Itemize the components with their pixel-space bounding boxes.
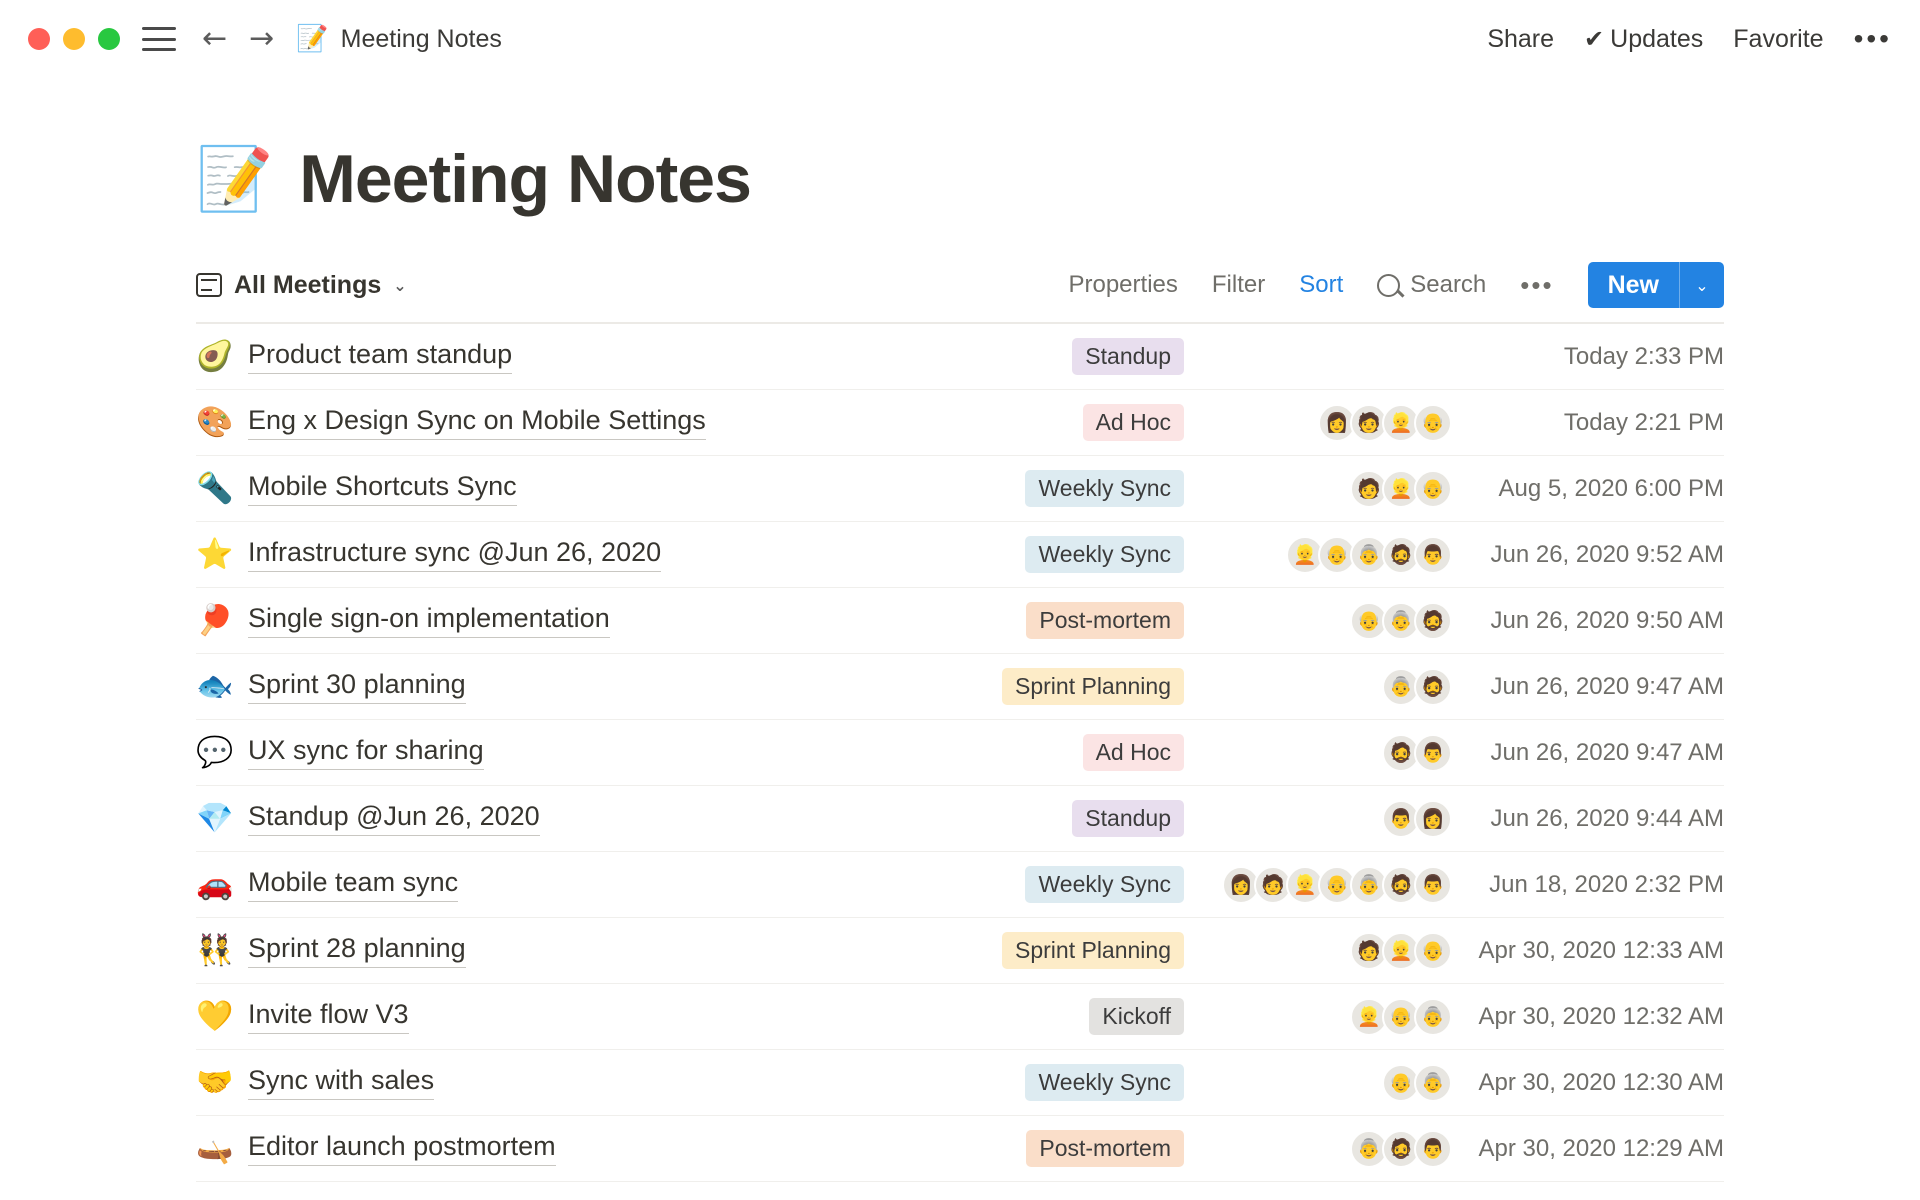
avatar: 🧔	[1382, 536, 1420, 574]
table-row[interactable]	[196, 588, 1724, 654]
row-meta	[1072, 338, 1724, 375]
table-row[interactable]	[196, 852, 1724, 918]
row-title-link[interactable]: Single sign-on implementation	[248, 603, 610, 638]
avatar: 👩	[1318, 404, 1356, 442]
row-avatars	[1202, 1064, 1452, 1102]
row-date: Aug 5, 2020 6:00 PM	[1498, 474, 1724, 502]
sidebar-toggle-icon[interactable]	[142, 27, 176, 51]
avatar: 👵	[1382, 602, 1420, 640]
check-icon: ✔	[1584, 24, 1605, 53]
row-tag[interactable]: Ad Hoc	[1083, 734, 1184, 771]
table-row[interactable]	[196, 1116, 1724, 1182]
back-arrow-icon[interactable]: ←	[202, 21, 228, 56]
row-date: Jun 26, 2020 9:47 AM	[1490, 738, 1724, 766]
new-button-dropdown-icon[interactable]: ⌄	[1679, 262, 1724, 308]
row-emoji-icon: 🏓	[196, 602, 234, 638]
avatar: 👵	[1414, 1064, 1452, 1102]
avatar: 🧑	[1254, 866, 1292, 904]
row-avatars	[1202, 536, 1452, 574]
row-title-link[interactable]: Editor launch postmortem	[248, 1131, 556, 1166]
window-titlebar	[0, 0, 1920, 78]
row-avatars	[1202, 800, 1452, 838]
row-emoji-icon: 💛	[196, 998, 234, 1034]
favorite-button[interactable]: Favorite	[1733, 24, 1824, 53]
avatar: 👴	[1318, 866, 1356, 904]
avatar: 👨	[1414, 866, 1452, 904]
row-emoji-icon: 🔦	[196, 470, 234, 506]
search-label: Search	[1410, 271, 1487, 298]
row-meta	[1026, 1130, 1724, 1168]
avatar: 🧑	[1350, 932, 1388, 970]
memo-icon: 📝	[296, 24, 329, 54]
row-meta	[1002, 932, 1724, 970]
avatar: 👴	[1414, 932, 1452, 970]
avatar: 👩	[1222, 866, 1260, 904]
row-meta	[1025, 1064, 1724, 1102]
avatar: 👩	[1414, 800, 1452, 838]
avatar: 🧔	[1414, 668, 1452, 706]
row-emoji-icon: 🛶	[196, 1130, 234, 1166]
avatar: 👨	[1414, 536, 1452, 574]
updates-label: Updates	[1610, 24, 1704, 53]
row-title-link[interactable]: Standup @Jun 26, 2020	[248, 801, 540, 836]
avatar: 🧔	[1414, 602, 1452, 640]
row-title-link[interactable]: Sprint 30 planning	[248, 669, 466, 704]
row-meta	[1083, 404, 1724, 442]
avatar: 👨	[1414, 734, 1452, 772]
table-row[interactable]	[196, 522, 1724, 588]
page-memo-icon[interactable]: 📝	[196, 142, 274, 215]
page-header	[0, 78, 1920, 218]
row-avatars	[1202, 998, 1452, 1036]
row-tag[interactable]: Post-mortem	[1026, 602, 1184, 639]
page-title[interactable]: Meeting Notes	[299, 141, 751, 217]
search-icon	[1377, 274, 1400, 297]
row-meta	[1002, 668, 1724, 706]
row-emoji-icon: 🚗	[196, 866, 234, 902]
table-row[interactable]	[196, 324, 1724, 390]
row-meta	[1025, 470, 1724, 508]
minimize-window-button[interactable]	[63, 28, 85, 50]
more-options-icon[interactable]: •••	[1853, 23, 1892, 54]
row-title-link[interactable]: UX sync for sharing	[248, 735, 484, 770]
avatar: 👨	[1382, 800, 1420, 838]
row-avatars	[1202, 866, 1452, 904]
row-date: Jun 26, 2020 9:52 AM	[1490, 540, 1724, 568]
avatar: 👱	[1286, 536, 1324, 574]
avatar: 👨	[1414, 1130, 1452, 1168]
new-button-label: New	[1607, 270, 1659, 299]
search-button[interactable]	[1377, 271, 1486, 299]
avatar: 👱	[1382, 932, 1420, 970]
avatar: 🧔	[1382, 1130, 1420, 1168]
toolbar-actions	[1068, 262, 1724, 308]
page-body	[0, 78, 1920, 1182]
row-tag[interactable]: Post-mortem	[1026, 1130, 1184, 1167]
share-button[interactable]: Share	[1487, 24, 1555, 53]
sort-button[interactable]: Sort	[1299, 271, 1344, 298]
row-title-link[interactable]: Mobile Shortcuts Sync	[248, 471, 517, 506]
row-tag[interactable]: Ad Hoc	[1083, 404, 1184, 441]
row-avatars	[1202, 668, 1452, 706]
breadcrumb[interactable]	[296, 24, 502, 54]
new-button[interactable]	[1588, 262, 1724, 308]
row-tag[interactable]: Standup	[1072, 800, 1184, 837]
row-avatars	[1202, 1130, 1452, 1168]
row-emoji-icon: 💬	[196, 734, 234, 770]
properties-button[interactable]: Properties	[1068, 271, 1178, 298]
avatar: 🧔	[1382, 866, 1420, 904]
table-row[interactable]	[196, 984, 1724, 1050]
chevron-down-icon: ⌄	[393, 275, 407, 295]
avatar: 👴	[1382, 1064, 1420, 1102]
row-emoji-icon: 🎨	[196, 404, 234, 440]
row-date: Apr 30, 2020 12:29 AM	[1478, 1134, 1724, 1162]
avatar: 👴	[1414, 404, 1452, 442]
row-title-link[interactable]: Mobile team sync	[248, 867, 458, 902]
close-window-button[interactable]	[28, 28, 50, 50]
avatar: 👴	[1318, 536, 1356, 574]
maximize-window-button[interactable]	[98, 28, 120, 50]
avatar: 👴	[1350, 602, 1388, 640]
row-title-link[interactable]: Sync with sales	[248, 1065, 434, 1100]
row-avatars	[1202, 470, 1452, 508]
row-avatars	[1202, 734, 1452, 772]
row-date: Today 2:21 PM	[1563, 408, 1724, 436]
table-row[interactable]	[196, 918, 1724, 984]
row-tag[interactable]: Weekly Sync	[1025, 1064, 1184, 1101]
table-row[interactable]	[196, 720, 1724, 786]
forward-arrow-icon[interactable]: →	[249, 21, 275, 56]
row-tag[interactable]: Sprint Planning	[1002, 932, 1184, 969]
row-date: Jun 18, 2020 2:32 PM	[1489, 870, 1724, 898]
view-tab-label: All Meetings	[234, 270, 382, 299]
row-date: Jun 26, 2020 9:50 AM	[1490, 606, 1724, 634]
row-avatars	[1202, 404, 1452, 442]
row-title-link[interactable]: Eng x Design Sync on Mobile Settings	[248, 405, 706, 440]
row-tag[interactable]: Weekly Sync	[1025, 536, 1184, 573]
row-title-link[interactable]: Sprint 28 planning	[248, 933, 466, 968]
meeting-list	[196, 324, 1724, 1182]
avatar: 👴	[1414, 470, 1452, 508]
list-view-icon	[196, 273, 222, 297]
row-meta	[1025, 536, 1724, 574]
row-emoji-icon: 🤝	[196, 1064, 234, 1100]
row-emoji-icon: 💎	[196, 800, 234, 836]
row-emoji-icon: ⭐	[196, 536, 234, 572]
database-toolbar	[196, 262, 1724, 324]
avatar: 👴	[1382, 998, 1420, 1036]
row-date: Jun 26, 2020 9:47 AM	[1490, 672, 1724, 700]
filter-button[interactable]: Filter	[1211, 271, 1266, 298]
table-row[interactable]	[196, 1050, 1724, 1116]
avatar: 👱	[1350, 998, 1388, 1036]
row-meta	[1089, 998, 1724, 1036]
avatar: 👵	[1350, 866, 1388, 904]
row-date: Apr 30, 2020 12:33 AM	[1478, 936, 1724, 964]
avatar: 👵	[1414, 998, 1452, 1036]
avatar: 👱	[1382, 470, 1420, 508]
table-row[interactable]	[196, 654, 1724, 720]
row-tag[interactable]: Standup	[1072, 338, 1184, 375]
row-emoji-icon: 🐟	[196, 668, 234, 704]
row-avatars	[1202, 602, 1452, 640]
row-meta	[1083, 734, 1724, 772]
row-title-link[interactable]: Invite flow V3	[248, 999, 409, 1034]
row-date: Today 2:33 PM	[1563, 342, 1724, 370]
row-tag[interactable]: Kickoff	[1089, 998, 1184, 1035]
row-meta	[1072, 800, 1724, 838]
titlebar-actions	[1487, 25, 1892, 54]
avatar: 🧔	[1382, 734, 1420, 772]
table-row[interactable]	[196, 786, 1724, 852]
avatar: 👵	[1382, 668, 1420, 706]
breadcrumb-title[interactable]: Meeting Notes	[340, 24, 502, 53]
toolbar-more-icon[interactable]: •••	[1520, 270, 1554, 300]
table-row[interactable]	[196, 456, 1724, 522]
window-controls	[28, 28, 120, 50]
row-title-link[interactable]: Product team standup	[248, 339, 512, 374]
row-date: Apr 30, 2020 12:32 AM	[1478, 1002, 1724, 1030]
table-row[interactable]	[196, 390, 1724, 456]
row-avatars	[1202, 932, 1452, 970]
row-meta	[1025, 866, 1724, 904]
avatar: 👵	[1350, 1130, 1388, 1168]
avatar: 🧑	[1350, 470, 1388, 508]
row-tag[interactable]: Sprint Planning	[1002, 668, 1184, 705]
row-emoji-icon: 👯	[196, 932, 234, 968]
row-emoji-icon: 🥑	[196, 338, 234, 374]
row-meta	[1026, 602, 1724, 640]
avatar: 👱	[1286, 866, 1324, 904]
avatar: 🧑	[1350, 404, 1388, 442]
updates-button[interactable]	[1584, 25, 1703, 54]
row-date: Jun 26, 2020 9:44 AM	[1490, 804, 1724, 832]
row-date: Apr 30, 2020 12:30 AM	[1478, 1068, 1724, 1096]
row-tag[interactable]: Weekly Sync	[1025, 866, 1184, 903]
view-tab-all-meetings[interactable]	[196, 271, 407, 300]
row-title-link[interactable]: Infrastructure sync @Jun 26, 2020	[248, 537, 661, 572]
avatar: 👵	[1350, 536, 1388, 574]
row-tag[interactable]: Weekly Sync	[1025, 470, 1184, 507]
avatar: 👱	[1382, 404, 1420, 442]
